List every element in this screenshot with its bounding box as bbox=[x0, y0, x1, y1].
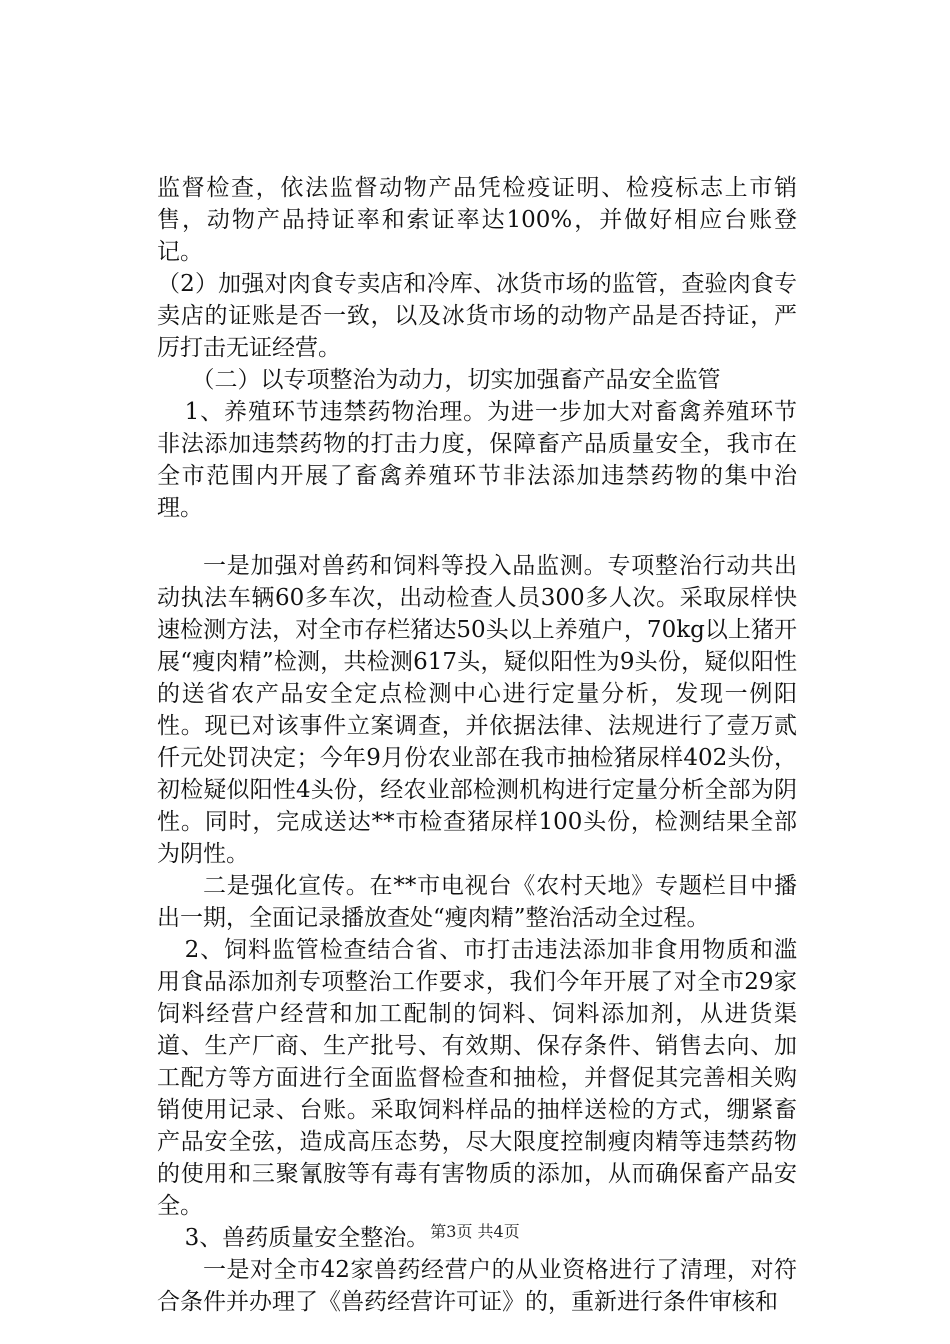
section-heading-2: （二）以专项整治为动力，切实加强畜产品安全监管 bbox=[191, 367, 721, 393]
paragraph-input-monitoring: 一是加强对兽药和饲料等投入品监测。专项整治行动共出动执法车辆60多车次，出动检查人员300多人次。采取尿样快速检测方法，对全市存栏猪达50头以上养殖户，70kg以上猪开展“瘦肉精”检测，共检测617头，疑似阳性为9头份，疑似阳性的送省农产品安全定点检测中心进行定量分析，发现一例阳性。现已对该事件立案调查，并依据法律、法规进行了壹万贰仟元处罚决定；今年9月份农业部在我市抽检猪尿样402头份，初检疑似阳性4头份，经农业部检测机构进行定量分析全部为阴性。同时，完成送达**市检查猪尿样100头份，检测结果全部为阴性。 bbox=[157, 553, 797, 867]
document-body bbox=[157, 172, 797, 1318]
paragraph-vet-drug-license: 一是对全市42家兽药经营户的从业资格进行了清理，对符合条件并办理了《兽药经营许可证》的，重新进行条件审核和 bbox=[157, 1257, 797, 1315]
paragraph-item-2: （2）加强对肉食专卖店和冷库、冰货市场的监管，查验肉食专卖店的证账是否一致，以及冰货市场的动物产品是否持证，严厉打击无证经营。 bbox=[157, 271, 797, 361]
paragraph-gap bbox=[157, 524, 797, 550]
paragraph-vet-drug-heading: 3、兽药质量安全整治。 bbox=[184, 1225, 430, 1251]
paragraph-breeding-drug-control: 1、养殖环节违禁药物治理。为进一步加大对畜禽养殖环节非法添加违禁药物的打击力度，保障畜产品质量安全，我市在全市范围内开展了畜禽养殖环节非法添加违禁药物的集中治理。 bbox=[157, 399, 797, 521]
paragraph-publicity: 二是强化宣传。在**市电视台《农村天地》专题栏目中播出一期，全面记录播放查处“瘦肉精”整治活动全过程。 bbox=[157, 873, 797, 931]
page-number-footer: 第3页 共4页 bbox=[430, 1222, 520, 1241]
paragraph-continuation: 监督检查，依法监督动物产品凭检疫证明、检疫标志上市销售，动物产品持证率和索证率达100%，并做好相应台账登记。 bbox=[157, 175, 797, 265]
paragraph-feed-supervision: 2、饲料监管检查结合省、市打击违法添加非食用物质和滥用食品添加剂专项整治工作要求，我们今年开展了对全市29家饲料经营户经营和加工配制的饲料、饲料添加剂，从进货渠道、生产厂商、生产批号、有效期、保存条件、销售去向、加工配方等方面进行全面监督检查和抽检，并督促其完善相关购销使用记录、台账。采取饲料样品的抽样送检的方式，绷紧畜产品安全弦，造成高压态势，尽大限度控制瘦肉精等违禁药物的使用和三聚氰胺等有毒有害物质的添加，从而确保畜产品安全。 bbox=[157, 937, 797, 1219]
